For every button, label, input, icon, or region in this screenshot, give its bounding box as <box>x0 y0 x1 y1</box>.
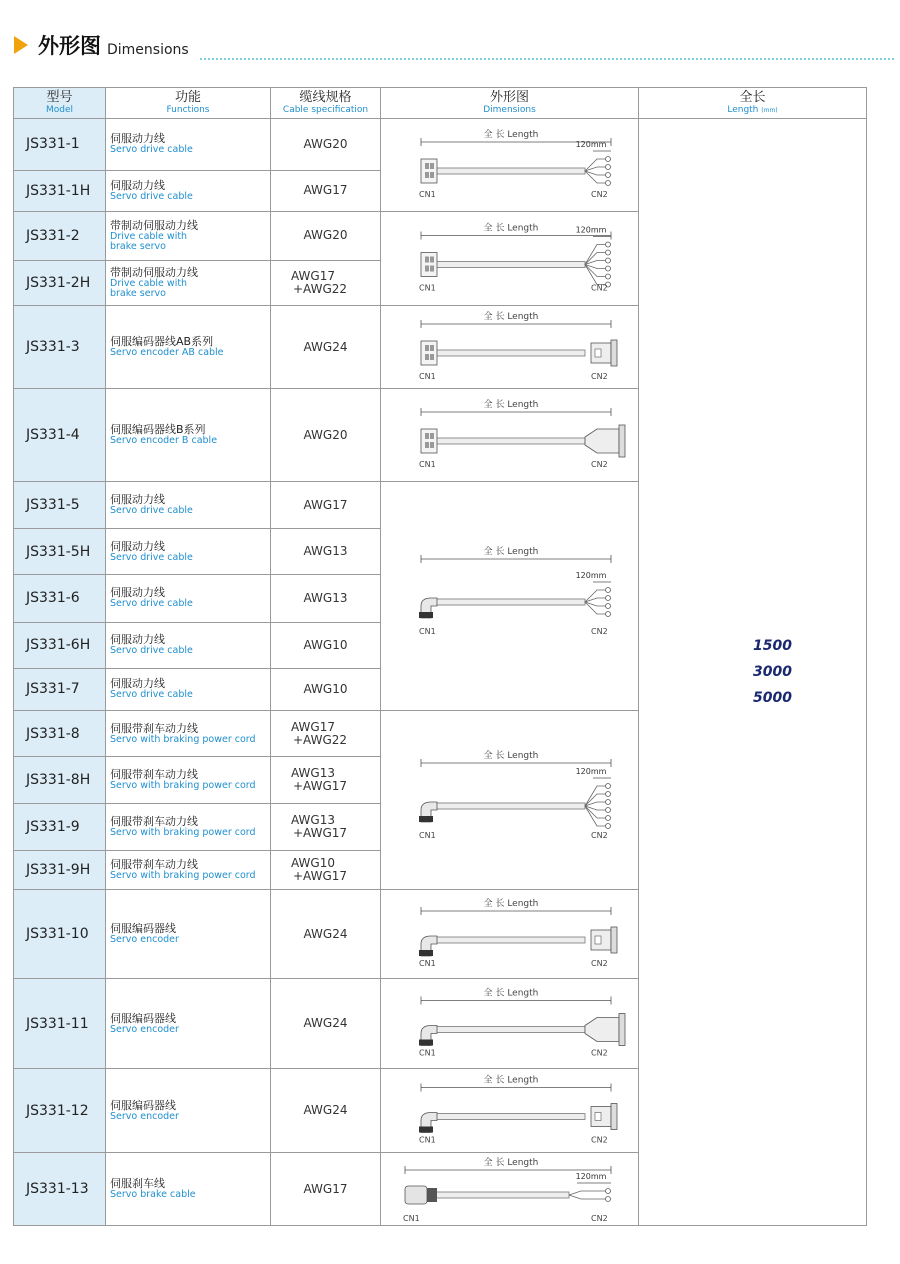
model-cell: JS331-2H <box>14 260 106 305</box>
function-cell <box>106 803 271 850</box>
cn1-label: CN1 <box>419 959 436 968</box>
function-cn: 伺服动力线 <box>110 493 165 507</box>
cn1-connector-icon <box>421 253 437 277</box>
function-cell <box>106 1069 271 1153</box>
dimension-drawing-cell <box>381 1069 639 1153</box>
dimension-drawing-cell <box>381 711 639 890</box>
cn1-label: CN1 <box>419 190 436 199</box>
spec-value: AWG17 <box>291 268 335 283</box>
model-cell: JS331-10 <box>14 890 106 979</box>
spec-value: +AWG22 <box>293 732 348 747</box>
model-cell: JS331-6H <box>14 622 106 668</box>
spec-value: AWG13 <box>291 765 335 780</box>
cable-dimension-drawing <box>381 482 638 710</box>
spec-value: AWG13 <box>303 544 348 559</box>
spec-cell <box>271 170 381 211</box>
cable-dimension-drawing <box>381 1069 638 1152</box>
length-label: 全 长 Length <box>483 751 539 761</box>
function-cn: 伺服动力线 <box>110 633 165 647</box>
function-en: Drive cable with <box>110 277 188 289</box>
cn2-label: CN2 <box>591 831 608 840</box>
cable-dimension-drawing <box>381 1153 638 1225</box>
function-cell <box>106 212 271 261</box>
function-cn: 伺服带刹车动力线 <box>110 857 198 871</box>
function-en: Servo drive cable <box>110 645 193 657</box>
length-label: 全 长 Length <box>483 1158 539 1168</box>
cn2-connector-icon <box>585 425 625 457</box>
function-cn: 伺服动力线 <box>110 178 165 192</box>
section-header <box>14 32 189 60</box>
cn1-label: CN1 <box>419 1135 436 1145</box>
lead-length-label: 120mm <box>575 140 607 149</box>
function-en: Servo drive cable <box>110 598 193 610</box>
lead-length-label: 120mm <box>575 1172 607 1181</box>
length-value: 5000 <box>753 690 792 706</box>
length-label: 全 长 Length <box>483 400 539 410</box>
spec-value: +AWG22 <box>293 281 348 296</box>
function-en: Servo encoder <box>110 1110 179 1122</box>
function-cell <box>106 850 271 889</box>
cn1-connector-icon <box>405 1186 437 1204</box>
spec-value: AWG20 <box>303 427 348 442</box>
length-label: 全 长 Length <box>483 899 539 909</box>
function-en: Servo encoder <box>110 1023 179 1035</box>
model-cell: JS331-5 <box>14 482 106 529</box>
spec-cell <box>271 529 381 575</box>
spec-value: AWG20 <box>303 228 348 243</box>
function-cn: 伺服带刹车动力线 <box>110 721 198 735</box>
spec-cell <box>271 1153 381 1226</box>
function-cn: 伺服带刹车动力线 <box>110 814 198 828</box>
spec-value: AWG24 <box>303 1016 348 1030</box>
function-cn: 带制动伺服动力线 <box>110 218 198 232</box>
spec-cell <box>271 482 381 529</box>
model-cell: JS331-1H <box>14 170 106 211</box>
cn1-connector-icon <box>419 598 437 618</box>
function-en: Servo with braking power cord <box>110 733 256 745</box>
table-header-row <box>14 88 867 119</box>
dimension-drawing-cell <box>381 1153 639 1226</box>
spec-value: AWG10 <box>303 681 348 696</box>
dotted-divider <box>200 58 894 60</box>
dimensions-table <box>13 87 867 1226</box>
spec-value: AWG13 <box>291 812 335 827</box>
table-row <box>14 119 867 171</box>
spec-value: AWG17 <box>303 497 348 512</box>
spec-value: AWG17 <box>291 719 335 734</box>
length-label: 全 长 Length <box>483 130 539 140</box>
cn1-connector-icon <box>419 936 437 956</box>
cn2-label: CN2 <box>591 372 608 381</box>
cn1-label: CN1 <box>403 1214 420 1223</box>
cn2-connector-icon <box>585 784 611 829</box>
function-en: Drive cable with <box>110 230 188 242</box>
function-cell <box>106 622 271 668</box>
model-cell: JS331-7 <box>14 668 106 710</box>
model-cell: JS331-3 <box>14 306 106 389</box>
function-cell <box>106 170 271 211</box>
function-cell <box>106 119 271 171</box>
function-en: Servo with braking power cord <box>110 779 256 791</box>
function-en: brake servo <box>110 287 166 299</box>
length-label: 全 长 Length <box>483 988 539 999</box>
cable-dimension-drawing <box>381 389 638 481</box>
length-label: 全 长 Length <box>483 312 539 322</box>
dimension-drawing-cell <box>381 890 639 979</box>
spec-value: AWG17 <box>303 1181 348 1196</box>
spec-cell <box>271 119 381 171</box>
function-en: Servo brake cable <box>110 1189 196 1200</box>
model-cell: JS331-8H <box>14 757 106 803</box>
function-cn: 伺服动力线 <box>110 586 165 600</box>
dimension-drawing-cell <box>381 979 639 1069</box>
function-cell <box>106 389 271 482</box>
spec-cell <box>271 850 381 889</box>
cn2-connector-icon <box>591 927 617 953</box>
cn1-label: CN1 <box>419 460 436 469</box>
spec-value: AWG24 <box>303 339 348 354</box>
model-cell: JS331-5H <box>14 529 106 575</box>
spec-cell <box>271 803 381 850</box>
spec-cell <box>271 212 381 261</box>
cn2-label: CN2 <box>591 1214 608 1223</box>
function-en: Servo drive cable <box>110 190 193 202</box>
function-cn: 伺服编码器线 <box>110 1011 176 1025</box>
cable-dimension-drawing <box>381 306 638 388</box>
function-cell <box>106 668 271 710</box>
function-en: Servo with braking power cord <box>110 869 256 881</box>
cn1-connector-icon <box>421 159 437 183</box>
function-cell <box>106 711 271 757</box>
spec-value: AWG17 <box>303 183 348 198</box>
header-dimensions: 外形图 Dimensions <box>381 88 639 119</box>
function-cell <box>106 575 271 622</box>
function-en: Servo drive cable <box>110 505 193 517</box>
function-cn: 伺服编码器线 <box>110 922 176 935</box>
header-length: 全长 Length (mm) <box>639 88 867 119</box>
spec-value: AWG13 <box>303 590 348 605</box>
function-cn: 伺服刹车线 <box>110 1177 165 1190</box>
cn1-label: CN1 <box>419 627 436 636</box>
cn1-connector-icon <box>421 429 437 453</box>
cn2-connector-icon <box>591 340 617 366</box>
cn1-label: CN1 <box>419 283 436 293</box>
header-model: 型号 Model <box>14 88 106 119</box>
function-cn: 伺服带刹车动力线 <box>110 767 198 781</box>
function-cell <box>106 306 271 389</box>
cn2-label: CN2 <box>591 283 608 293</box>
model-cell: JS331-4 <box>14 389 106 482</box>
model-cell: JS331-2 <box>14 212 106 261</box>
length-value: 1500 <box>753 638 792 654</box>
spec-cell <box>271 389 381 482</box>
function-cell <box>106 260 271 305</box>
spec-cell <box>271 757 381 803</box>
cn1-connector-icon <box>419 1113 437 1133</box>
function-en: Servo drive cable <box>110 144 193 156</box>
function-en: Servo drive cable <box>110 689 193 701</box>
cable-dimension-drawing <box>381 119 638 211</box>
cn2-label: CN2 <box>591 1135 608 1145</box>
cn1-label: CN1 <box>419 1048 436 1058</box>
cn2-connector-icon <box>585 588 611 617</box>
spec-cell <box>271 622 381 668</box>
model-cell: JS331-13 <box>14 1153 106 1226</box>
function-en: brake servo <box>110 240 166 252</box>
spec-cell <box>271 711 381 757</box>
spec-cell <box>271 890 381 979</box>
model-cell: JS331-12 <box>14 1069 106 1153</box>
function-en: Servo drive cable <box>110 551 193 563</box>
model-cell: JS331-9H <box>14 850 106 889</box>
function-cn: 伺服编码器线 <box>110 1098 176 1112</box>
spec-value: +AWG17 <box>293 778 348 793</box>
triangle-bullet-icon <box>14 36 28 54</box>
cn1-connector-icon <box>419 802 437 822</box>
cable-dimension-drawing <box>381 711 638 889</box>
function-cell <box>106 890 271 979</box>
header-function: 功能 Functions <box>106 88 271 119</box>
model-cell: JS331-6 <box>14 575 106 622</box>
function-en: Servo with braking power cord <box>110 826 256 838</box>
lead-length-label: 120mm <box>575 571 607 580</box>
spec-value: +AWG17 <box>293 825 348 840</box>
dimension-drawing-cell <box>381 389 639 482</box>
function-cell <box>106 482 271 529</box>
model-cell: JS331-1 <box>14 119 106 171</box>
function-cn: 伺服编码器线AB系列 <box>110 335 214 348</box>
spec-value: AWG20 <box>303 136 348 151</box>
spec-cell <box>271 1069 381 1153</box>
length-cell <box>639 119 867 1226</box>
spec-cell <box>271 260 381 305</box>
cable-dimension-drawing <box>381 979 638 1068</box>
section-title-en: Dimensions <box>107 42 189 58</box>
length-value: 3000 <box>753 664 792 680</box>
section-title-cn: 外形图 <box>38 34 101 58</box>
header-spec: 缆线规格 Cable specification <box>271 88 381 119</box>
lead-length-label: 120mm <box>575 767 607 776</box>
dimension-drawing-cell <box>381 482 639 711</box>
spec-cell <box>271 306 381 389</box>
cn2-label: CN2 <box>591 190 608 199</box>
spec-cell <box>271 575 381 622</box>
cn2-connector-icon <box>591 1104 617 1130</box>
cn2-connector-icon <box>585 1014 625 1046</box>
dimension-drawing-cell <box>381 119 639 212</box>
dimension-drawing-cell <box>381 212 639 306</box>
function-cell <box>106 529 271 575</box>
cn2-connector-icon <box>569 1189 611 1202</box>
cn1-connector-icon <box>421 341 437 365</box>
dimension-drawing-cell <box>381 306 639 389</box>
cn1-label: CN1 <box>419 831 436 840</box>
function-en: Servo encoder <box>110 934 179 945</box>
function-cell <box>106 1153 271 1226</box>
spec-cell <box>271 979 381 1069</box>
cn1-label: CN1 <box>419 372 436 381</box>
function-cn: 伺服动力线 <box>110 677 165 691</box>
spec-value: AWG10 <box>291 855 335 870</box>
cn2-label: CN2 <box>591 460 608 469</box>
length-label: 全 长 Length <box>483 547 539 557</box>
cn2-label: CN2 <box>591 627 608 636</box>
length-label: 全 长 Length <box>483 1075 539 1086</box>
spec-value: AWG10 <box>303 637 348 652</box>
spec-value: AWG24 <box>303 926 348 941</box>
cn2-connector-icon <box>585 157 611 186</box>
cn2-connector-icon <box>585 242 611 287</box>
spec-cell <box>271 668 381 710</box>
function-cn: 伺服动力线 <box>110 132 165 146</box>
spec-value: +AWG17 <box>293 868 348 883</box>
model-cell: JS331-11 <box>14 979 106 1069</box>
function-cn: 带制动伺服动力线 <box>110 265 198 279</box>
cn2-label: CN2 <box>591 959 608 968</box>
length-label: 全 长 Length <box>483 223 539 234</box>
model-cell: JS331-9 <box>14 803 106 850</box>
cable-dimension-drawing <box>381 890 638 978</box>
function-cn: 伺服编码器线B系列 <box>110 423 206 436</box>
cable-dimension-drawing <box>381 212 638 305</box>
cn1-connector-icon <box>419 1026 437 1046</box>
model-cell: JS331-8 <box>14 711 106 757</box>
function-cell <box>106 757 271 803</box>
spec-value: AWG24 <box>303 1103 348 1117</box>
lead-length-label: 120mm <box>575 225 607 235</box>
function-en: Servo encoder AB cable <box>110 347 224 358</box>
function-cell <box>106 979 271 1069</box>
function-cn: 伺服动力线 <box>110 539 165 553</box>
function-en: Servo encoder B cable <box>110 435 218 446</box>
cn2-label: CN2 <box>591 1048 608 1058</box>
